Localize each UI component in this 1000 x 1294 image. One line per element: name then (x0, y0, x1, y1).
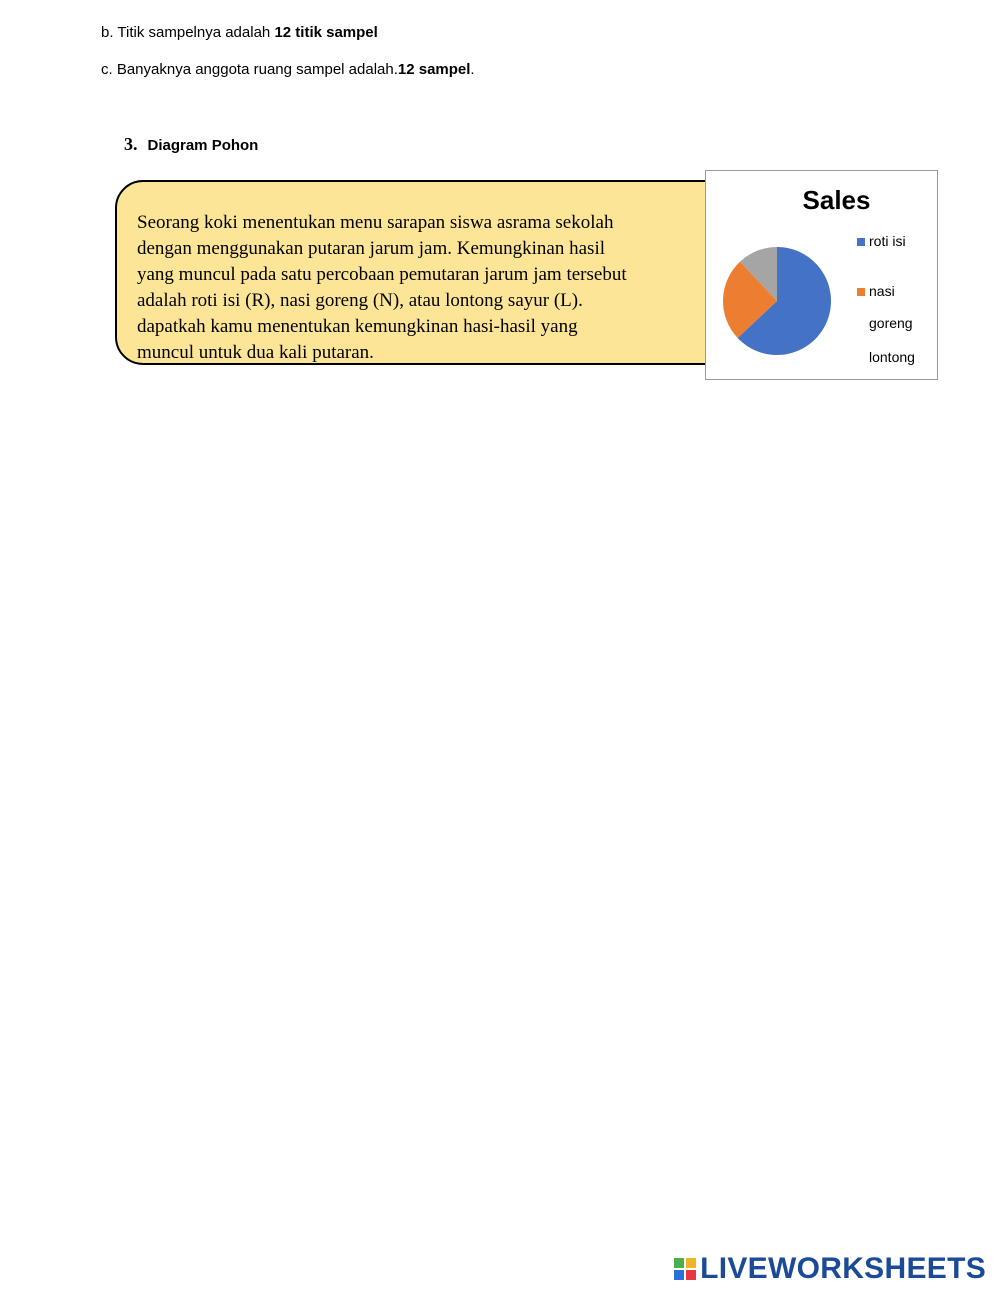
chart-title: Sales (802, 185, 871, 215)
answer-b (101, 24, 378, 41)
logo-icon (674, 1258, 696, 1280)
legend-item-roti-isi (857, 233, 906, 257)
logo-square (686, 1258, 696, 1268)
answer-c-suffix: . (470, 61, 475, 78)
logo-text: LIVEWORKSHEETS (700, 1252, 986, 1285)
answer-c-text: c. Banyaknya anggota ruang sampel adalah. (101, 61, 398, 78)
legend-item-lontong (857, 349, 915, 373)
legend-swatch (857, 238, 865, 246)
logo-square (686, 1270, 696, 1280)
logo-square (674, 1270, 684, 1280)
answer-b-text: b. Titik sampelnya adalah (101, 24, 275, 41)
legend-label: lontong (869, 349, 915, 365)
legend-swatch (857, 288, 865, 296)
legend-item-nasi-goreng (857, 283, 929, 339)
legend-label: roti isi (869, 233, 906, 249)
section-title: Diagram Pohon (147, 137, 259, 154)
answer-c (101, 61, 475, 78)
problem-box (115, 180, 755, 365)
answer-b-value: 12 titik sampel (274, 24, 378, 41)
answer-c-value: 12 sampel (397, 61, 471, 78)
legend-label: nasi goreng (869, 283, 913, 331)
problem-text: Seorang koki menentukan menu sarapan siswa asrama sekolah dengan menggunakan putaran jarum jam. Kemungkinan hasil yang muncul pada satu percobaan pemutaran jarum jam tersebut adalah roti isi (R), nasi goreng (N), atau lontong sayur (L). dapatkah kamu menentukan kemungkinan hasi-hasil yang muncul untuk dua kali putaran. (137, 212, 627, 363)
liveworksheets-logo (674, 1252, 986, 1286)
pie-chart (705, 170, 938, 380)
section-number: 3. (124, 134, 138, 154)
section-heading (124, 134, 258, 155)
logo-square (674, 1258, 684, 1268)
